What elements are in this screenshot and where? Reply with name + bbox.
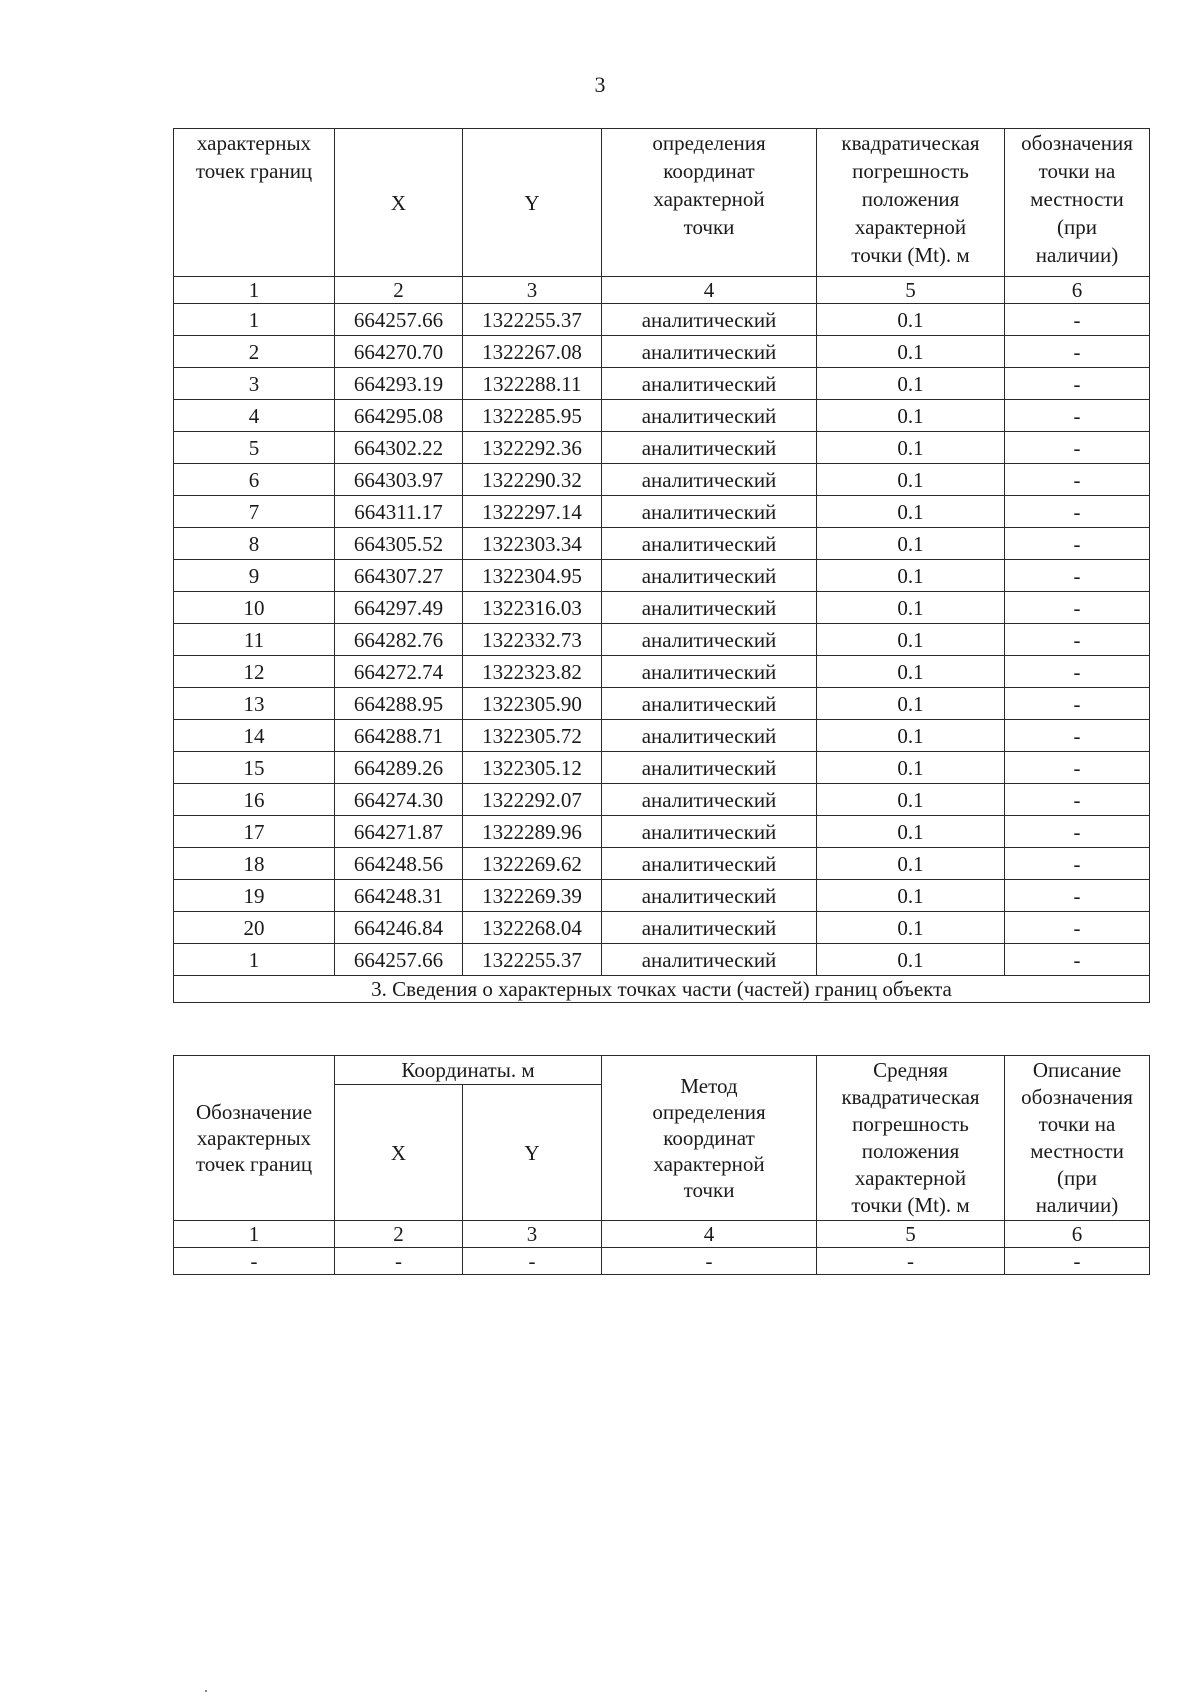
y-cell: 1322255.37	[463, 304, 602, 336]
description-cell: -	[1005, 656, 1150, 688]
y-cell: 1322292.36	[463, 432, 602, 464]
header-x: X	[335, 129, 463, 277]
method-cell: аналитический	[602, 560, 817, 592]
header-description: обозначения точки на местности (при наличии)	[1005, 129, 1150, 277]
point-cell: 9	[174, 560, 335, 592]
description-cell: -	[1005, 592, 1150, 624]
table-row	[174, 624, 1150, 656]
point-cell: 14	[174, 720, 335, 752]
point-cell: 6	[174, 464, 335, 496]
x-cell: 664303.97	[335, 464, 463, 496]
header-error: Средняя квадратическая погрешность положения характерной точки (Mt). м	[817, 1056, 1005, 1221]
table-row	[174, 784, 1150, 816]
table-row	[174, 848, 1150, 880]
point-cell: 1	[174, 944, 335, 976]
error-cell: 0.1	[817, 720, 1005, 752]
description-cell: -	[1005, 784, 1150, 816]
table-row	[174, 592, 1150, 624]
y-cell: 1322305.90	[463, 688, 602, 720]
error-cell: 0.1	[817, 880, 1005, 912]
error-cell: 0.1	[817, 304, 1005, 336]
description-cell: -	[1005, 464, 1150, 496]
table-row	[174, 368, 1150, 400]
header-y: Y	[463, 1085, 602, 1221]
x-cell: 664302.22	[335, 432, 463, 464]
error-cell: -	[817, 1248, 1005, 1275]
description-cell: -	[1005, 528, 1150, 560]
table-row	[174, 752, 1150, 784]
y-cell: 1322332.73	[463, 624, 602, 656]
column-number: 2	[335, 1221, 463, 1248]
method-cell: аналитический	[602, 592, 817, 624]
table-row	[174, 880, 1150, 912]
error-cell: 0.1	[817, 400, 1005, 432]
y-cell: 1322289.96	[463, 816, 602, 848]
description-cell: -	[1005, 1248, 1150, 1275]
table-row	[174, 560, 1150, 592]
x-cell: 664271.87	[335, 816, 463, 848]
table-header-row	[174, 129, 1150, 277]
point-cell: 4	[174, 400, 335, 432]
method-cell: аналитический	[602, 400, 817, 432]
error-cell: 0.1	[817, 368, 1005, 400]
boundary-points-table	[173, 128, 1150, 1003]
point-cell: 13	[174, 688, 335, 720]
y-cell: 1322305.12	[463, 752, 602, 784]
description-cell: -	[1005, 304, 1150, 336]
point-cell: 20	[174, 912, 335, 944]
method-cell: аналитический	[602, 848, 817, 880]
y-cell: 1322305.72	[463, 720, 602, 752]
y-cell: 1322288.11	[463, 368, 602, 400]
y-cell: 1322316.03	[463, 592, 602, 624]
point-cell: -	[174, 1248, 335, 1275]
y-cell: 1322269.62	[463, 848, 602, 880]
x-cell: 664246.84	[335, 912, 463, 944]
method-cell: аналитический	[602, 496, 817, 528]
error-cell: 0.1	[817, 816, 1005, 848]
error-cell: 0.1	[817, 784, 1005, 816]
x-cell: 664274.30	[335, 784, 463, 816]
x-cell: -	[335, 1248, 463, 1275]
point-cell: 18	[174, 848, 335, 880]
point-cell: 11	[174, 624, 335, 656]
description-cell: -	[1005, 848, 1150, 880]
header-description: Описание обозначения точки на местности (при наличии)	[1005, 1056, 1150, 1221]
table-row	[174, 496, 1150, 528]
x-cell: 664297.49	[335, 592, 463, 624]
x-cell: 664293.19	[335, 368, 463, 400]
error-cell: 0.1	[817, 912, 1005, 944]
description-cell: -	[1005, 400, 1150, 432]
x-cell: 664282.76	[335, 624, 463, 656]
method-cell: аналитический	[602, 944, 817, 976]
y-cell: 1322303.34	[463, 528, 602, 560]
description-cell: -	[1005, 336, 1150, 368]
column-number: 2	[335, 277, 463, 304]
description-cell: -	[1005, 912, 1150, 944]
x-cell: 664311.17	[335, 496, 463, 528]
point-cell: 15	[174, 752, 335, 784]
description-cell: -	[1005, 496, 1150, 528]
method-cell: аналитический	[602, 432, 817, 464]
x-cell: 664288.95	[335, 688, 463, 720]
header-x: X	[335, 1085, 463, 1221]
y-cell: 1322290.32	[463, 464, 602, 496]
y-cell: 1322297.14	[463, 496, 602, 528]
column-number: 1	[174, 1221, 335, 1248]
column-number: 3	[463, 277, 602, 304]
y-cell: -	[463, 1248, 602, 1275]
point-cell: 7	[174, 496, 335, 528]
column-number: 6	[1005, 1221, 1150, 1248]
y-cell: 1322285.95	[463, 400, 602, 432]
description-cell: -	[1005, 560, 1150, 592]
error-cell: 0.1	[817, 656, 1005, 688]
table-row	[174, 720, 1150, 752]
table-row	[174, 432, 1150, 464]
column-number-row	[174, 1221, 1150, 1248]
method-cell: аналитический	[602, 464, 817, 496]
y-cell: 1322268.04	[463, 912, 602, 944]
column-number: 3	[463, 1221, 602, 1248]
x-cell: 664307.27	[335, 560, 463, 592]
column-number: 5	[817, 277, 1005, 304]
column-number: 5	[817, 1221, 1005, 1248]
point-cell: 3	[174, 368, 335, 400]
method-cell: аналитический	[602, 816, 817, 848]
x-cell: 664248.56	[335, 848, 463, 880]
page-number: 3	[594, 72, 606, 97]
method-cell: аналитический	[602, 528, 817, 560]
table-row	[174, 816, 1150, 848]
error-cell: 0.1	[817, 688, 1005, 720]
header-method: определения координат характерной точки	[602, 129, 817, 277]
error-cell: 0.1	[817, 496, 1005, 528]
method-cell: аналитический	[602, 752, 817, 784]
description-cell: -	[1005, 368, 1150, 400]
section-title-row	[174, 976, 1150, 1003]
error-cell: 0.1	[817, 528, 1005, 560]
y-cell: 1322267.08	[463, 336, 602, 368]
description-cell: -	[1005, 624, 1150, 656]
y-cell: 1322304.95	[463, 560, 602, 592]
table-row	[174, 944, 1150, 976]
point-cell: 8	[174, 528, 335, 560]
table-row	[174, 1248, 1150, 1275]
scan-speck	[205, 1690, 207, 1692]
x-cell: 664270.70	[335, 336, 463, 368]
point-cell: 2	[174, 336, 335, 368]
method-cell: аналитический	[602, 336, 817, 368]
column-number-row	[174, 277, 1150, 304]
error-cell: 0.1	[817, 464, 1005, 496]
error-cell: 0.1	[817, 624, 1005, 656]
method-cell: -	[602, 1248, 817, 1275]
column-number: 4	[602, 1221, 817, 1248]
table-row	[174, 400, 1150, 432]
part-boundary-points-table	[173, 1055, 1150, 1275]
x-cell: 664288.71	[335, 720, 463, 752]
header-coordinates-group: Координаты. м	[335, 1056, 602, 1085]
point-cell: 16	[174, 784, 335, 816]
method-cell: аналитический	[602, 656, 817, 688]
method-cell: аналитический	[602, 368, 817, 400]
error-cell: 0.1	[817, 432, 1005, 464]
y-cell: 1322269.39	[463, 880, 602, 912]
point-cell: 12	[174, 656, 335, 688]
error-cell: 0.1	[817, 560, 1005, 592]
x-cell: 664272.74	[335, 656, 463, 688]
column-number: 1	[174, 277, 335, 304]
description-cell: -	[1005, 880, 1150, 912]
table-row	[174, 688, 1150, 720]
error-cell: 0.1	[817, 848, 1005, 880]
method-cell: аналитический	[602, 880, 817, 912]
x-cell: 664289.26	[335, 752, 463, 784]
header-point-designation: характерных точек границ	[174, 129, 335, 277]
header-method: Метод определения координат характерной точки	[602, 1056, 817, 1221]
point-cell: 5	[174, 432, 335, 464]
header-error: квадратическая погрешность положения характерной точки (Mt). м	[817, 129, 1005, 277]
method-cell: аналитический	[602, 304, 817, 336]
method-cell: аналитический	[602, 624, 817, 656]
x-cell: 664257.66	[335, 304, 463, 336]
table-row	[174, 656, 1150, 688]
section-title: 3. Сведения о характерных точках части (частей) границ объекта	[174, 976, 1150, 1003]
point-cell: 10	[174, 592, 335, 624]
method-cell: аналитический	[602, 784, 817, 816]
table-row	[174, 912, 1150, 944]
table-row	[174, 464, 1150, 496]
column-number: 6	[1005, 277, 1150, 304]
method-cell: аналитический	[602, 912, 817, 944]
description-cell: -	[1005, 432, 1150, 464]
error-cell: 0.1	[817, 336, 1005, 368]
y-cell: 1322255.37	[463, 944, 602, 976]
table-row	[174, 336, 1150, 368]
description-cell: -	[1005, 688, 1150, 720]
description-cell: -	[1005, 752, 1150, 784]
table-row	[174, 528, 1150, 560]
point-cell: 19	[174, 880, 335, 912]
header-y: Y	[463, 129, 602, 277]
description-cell: -	[1005, 720, 1150, 752]
y-cell: 1322292.07	[463, 784, 602, 816]
point-cell: 1	[174, 304, 335, 336]
header-point-designation: Обозначение характерных точек границ	[174, 1056, 335, 1221]
method-cell: аналитический	[602, 688, 817, 720]
x-cell: 664248.31	[335, 880, 463, 912]
point-cell: 17	[174, 816, 335, 848]
y-cell: 1322323.82	[463, 656, 602, 688]
description-cell: -	[1005, 816, 1150, 848]
table-header-row	[174, 1056, 1150, 1085]
method-cell: аналитический	[602, 720, 817, 752]
table-row	[174, 304, 1150, 336]
error-cell: 0.1	[817, 944, 1005, 976]
x-cell: 664257.66	[335, 944, 463, 976]
x-cell: 664295.08	[335, 400, 463, 432]
x-cell: 664305.52	[335, 528, 463, 560]
error-cell: 0.1	[817, 592, 1005, 624]
description-cell: -	[1005, 944, 1150, 976]
error-cell: 0.1	[817, 752, 1005, 784]
column-number: 4	[602, 277, 817, 304]
